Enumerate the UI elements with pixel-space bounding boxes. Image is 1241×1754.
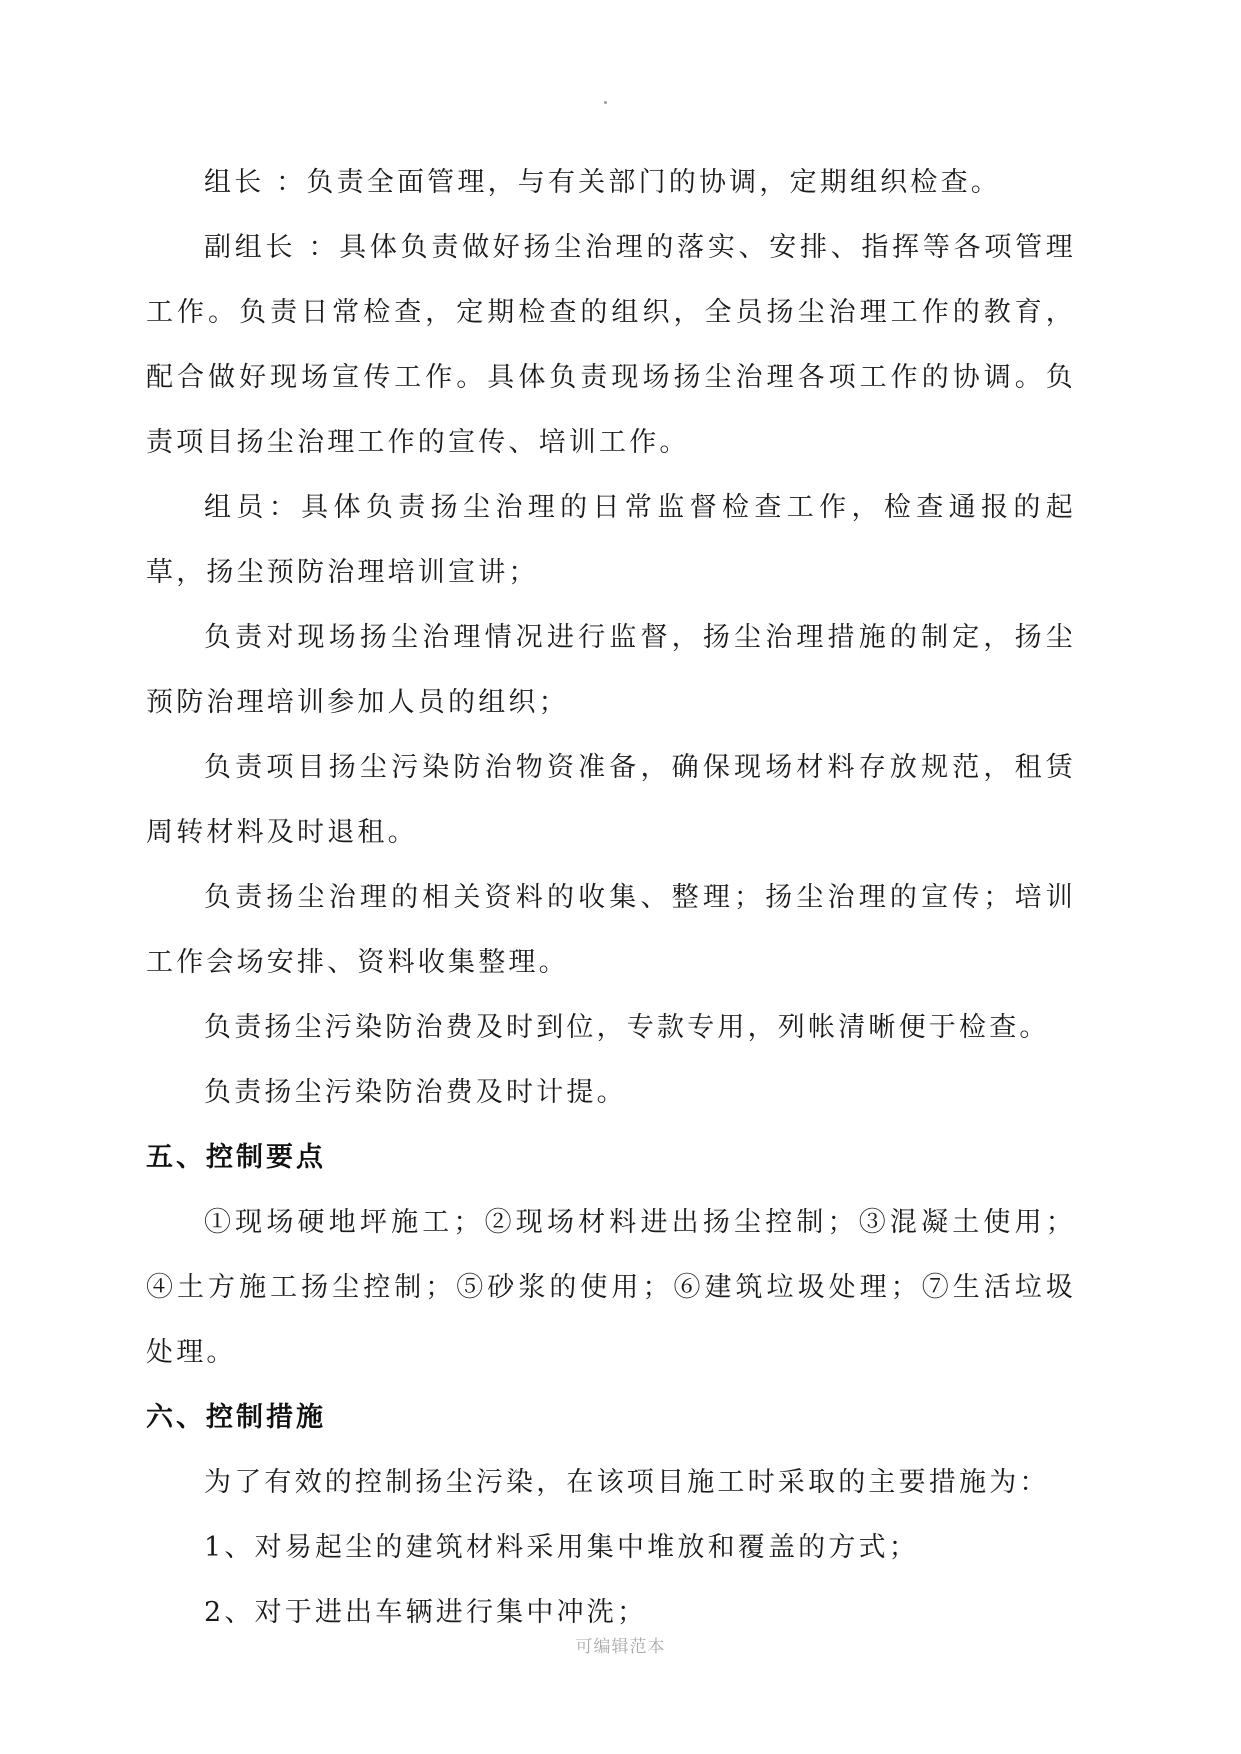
paragraph-group-member: 组员：具体负责扬尘治理的日常监督检查工作，检查通报的起草，扬尘预防治理培训宣讲；: [146, 492, 1076, 588]
paragraph-control-points: ①现场硬地坪施工；②现场材料进出扬尘控制；③混凝土使用；④土方施工扬尘控制；⑤砂浆的使用；⑥建筑垃圾处理；⑦生活垃圾处理。: [146, 1207, 1076, 1368]
paragraph-fee-accrual: 负责扬尘污染防治费及时计提。: [204, 1077, 627, 1108]
section-heading-control-measures: 六、控制措施: [146, 1402, 326, 1433]
paragraph-group-leader: 组长 ：负责全面管理，与有关部门的协调，定期组织检查。: [204, 167, 1001, 198]
paragraph-measures-intro: 为了有效的控制扬尘污染，在该项目施工时采取的主要措施为：: [204, 1467, 1050, 1498]
list-item-measure-1: 1、对易起尘的建筑材料采用集中堆放和覆盖的方式；: [204, 1532, 919, 1563]
section-heading-control-points: 五、控制要点: [146, 1142, 326, 1173]
paragraph-records: 负责扬尘治理的相关资料的收集、整理；扬尘治理的宣传；培训工作会场安排、资料收集整理。: [146, 882, 1076, 978]
paragraph-supervision: 负责对现场扬尘治理情况进行监督，扬尘治理措施的制定，扬尘预防治理培训参加人员的组织；: [146, 622, 1076, 718]
list-item-measure-2: 2、对于进出车辆进行集中冲洗；: [204, 1597, 648, 1628]
page-footer: 可编辑范本: [575, 1637, 666, 1657]
paragraph-deputy-leader: 副组长 ：具体负责做好扬尘治理的落实、安排、指挥等各项管理工作。负责日常检查，定期检查的组织，全员扬尘治理工作的教育，配合做好现场宣传工作。具体负责现场扬尘治理各项工作的协调。负责项目扬尘治理工作的宣传、培训工作。: [146, 232, 1076, 458]
paragraph-materials: 负责项目扬尘污染防治物资准备，确保现场材料存放规范，租赁周转材料及时退租。: [146, 752, 1076, 848]
document-body: [146, 150, 1076, 1645]
paragraph-funds: 负责扬尘污染防治费及时到位，专款专用，列帐清晰便于检查。: [204, 1012, 1050, 1043]
page-marker-dot: [604, 101, 607, 104]
